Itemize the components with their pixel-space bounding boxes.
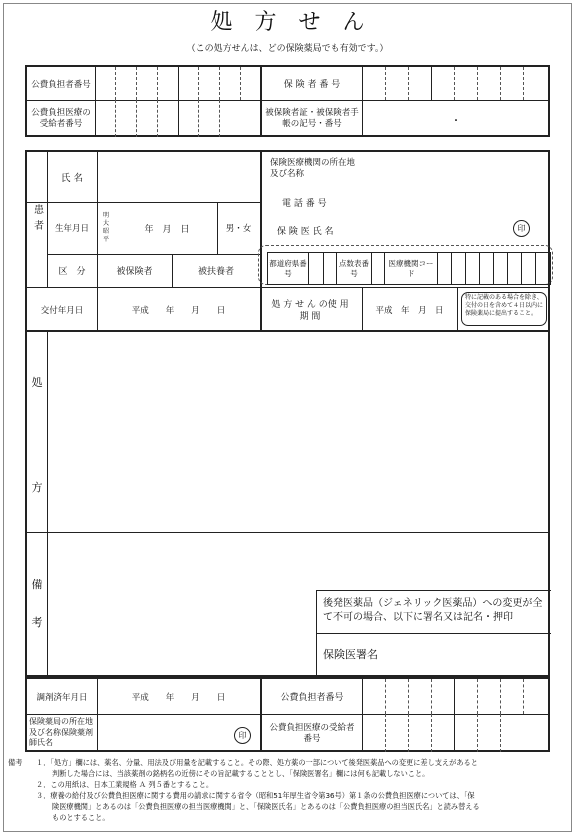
patient-side-label: 患者 [31,203,43,236]
bottom-public-payer-boxes[interactable] [362,679,550,714]
bottom-block [25,677,550,752]
public-recipient-label: 公費負担医療の受給者番号 [31,108,91,129]
pharmacy-label: 保険薬局の所在地及び名称保険薬剤師氏名 [29,717,93,747]
notes [8,757,568,823]
doctor-seal-icon: 印 [513,220,530,237]
bottom-public-recipient-boxes[interactable] [362,714,550,752]
insurer-number-label: 保 険 者 番 号 [283,80,341,90]
issue-date-label: 交付年月日 [40,305,84,316]
sex-selector[interactable]: 男・女 [225,224,252,234]
rx-label-2: 方 [31,481,43,494]
notes-heading: 備考 [8,758,23,767]
public-recipient-boxes[interactable] [95,100,260,137]
insured-card-label: 被保険者証・被保険者手帳の記号・番号 [265,108,359,129]
patient-name-label: 氏 名 [60,173,84,184]
dispensed-date-label: 調剤済年月日 [36,692,88,703]
note-3-cont2: ものとすること。 [52,813,110,822]
note-1-cont: 判断した場合には、当該薬剤の銘柄名の近傍にその旨記載することとし、「保険医署名」欄には何も記載しないこと。 [52,769,430,778]
prescription-area[interactable] [48,332,550,532]
dependent-option[interactable]: 被扶養者 [197,267,234,277]
validity-label: 処 方 せ ん の使 用 期 間 [271,299,349,322]
validity-date-field[interactable]: 平成 年 月 日 [375,305,444,316]
remarks-label-2: 考 [31,616,43,629]
note-3-cont: 険医療機関」とあるのは「公費負担医療の担当医療機関」と、「保険医氏名」とあるのは「公費負担医療の担当医氏名」と読み替える [52,802,480,811]
score-table-label: 点数表番号 [339,258,369,278]
note-2: ２．この用紙は、日本工業規格 Ａ 列５番とすること。 [36,780,214,789]
form-title: 処 方 せ ん [210,9,365,35]
issue-date-field[interactable]: 平成 年 月 日 [131,305,226,316]
doctor-signature-field[interactable]: 保険医署名 [323,648,378,661]
bottom-public-payer-label: 公費負担者番号 [280,693,344,703]
remarks-label-1: 備 [31,578,43,591]
note-1: １．「処方」欄には、薬名、分量、用法及び用量を記載すること。その際、処方薬の一部について後発医薬品への変更に差し支えがあると [36,758,478,767]
insurer-number-boxes[interactable] [362,67,550,100]
birth-date-field[interactable]: 年 月 日 [144,224,190,235]
bottom-public-recipient-label: 公費負担医療の受給者番号 [269,722,355,744]
insured-card-number-field[interactable]: ・ [451,115,461,127]
doctor-name-label: 保 険 医 氏 名 [277,227,334,237]
patient-block [25,150,550,332]
public-payer-boxes[interactable] [95,67,260,100]
phone-label: 電 話 番 号 [282,199,327,209]
era-options[interactable]: 明大昭平 [103,212,110,243]
public-payer-label: 公費負担者番号 [31,79,91,90]
top-block [25,65,550,137]
generic-drug-box [316,590,551,676]
insured-option[interactable]: 被保険者 [116,267,153,277]
institution-address-label: 保険医療機関の所在地及び名称 [270,158,356,179]
form-subtitle: （この処方せんは、どの保険薬局でも有効です。） [186,43,389,54]
remarks-area[interactable] [48,533,316,675]
validity-note: 特に記載のある場合を除き、交付の日を含めて４日以内に保険薬局に提出すること。 [461,292,547,326]
dispensed-date-field[interactable]: 平成 年 月 日 [131,692,226,703]
prefecture-number-label: 都道府県番号 [269,258,307,278]
division-label: 区 分 [58,267,86,277]
pharmacist-seal-icon: 印 [234,727,251,744]
note-3: ３．療養の給付及び公費負担医療に関する費用の請求に関する省令（昭和51年厚生省令第36号）第１条の公費負担医療については、「保 [36,791,475,800]
patient-name-field[interactable] [98,153,259,201]
rx-label-1: 処 [31,376,43,389]
institution-code-label: 医療機関コード [388,258,434,278]
code-boxes[interactable] [267,252,551,285]
generic-drug-note: 後発医薬品（ジェネリック医薬品）への変更が全て不可の場合、以下に署名又は記名・押印 [323,598,543,623]
rx-block [25,332,550,677]
birth-date-label: 生年月日 [54,224,89,234]
